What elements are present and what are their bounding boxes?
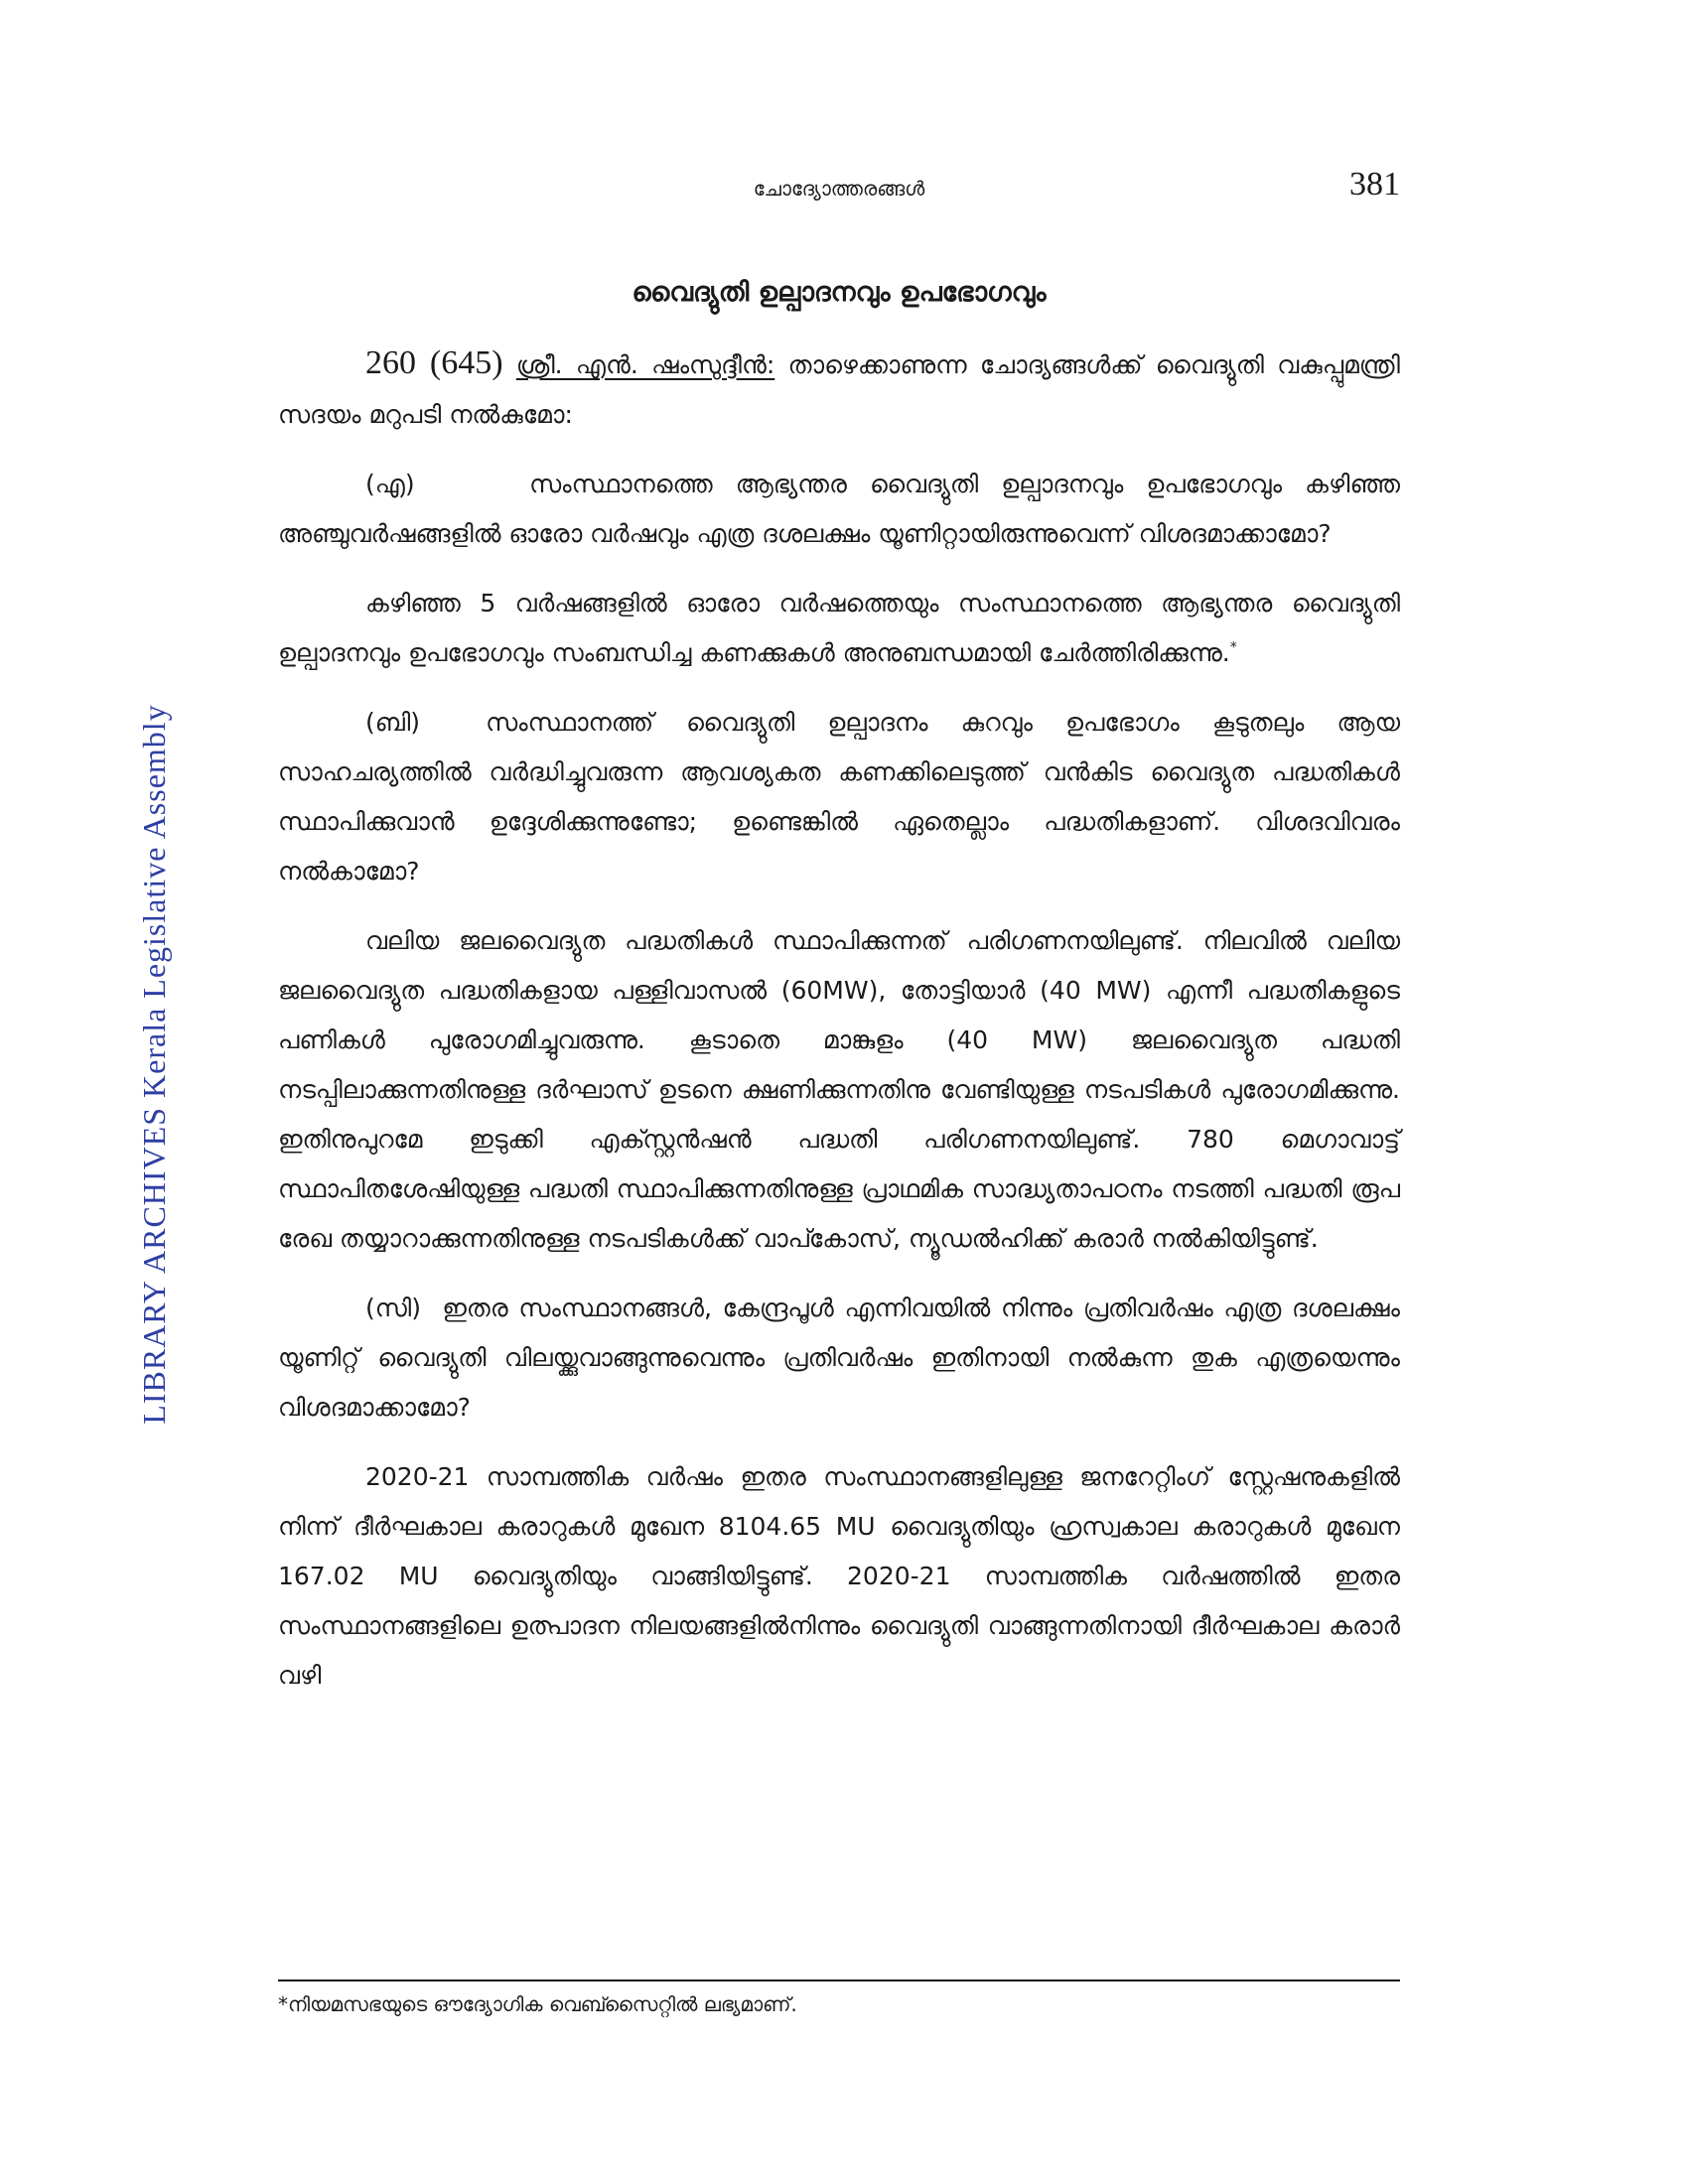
answer-b xyxy=(278,916,1400,1264)
question-c-label: (സി) xyxy=(365,1294,421,1322)
answer-a-text: കഴിഞ്ഞ 5 വർഷങ്ങളിൽ ഓരോ വർഷത്തെയും സംസ്ഥാനത്തെ ആഭ്യന്തര വൈദ്യുതി ഉല്പാദനവും ഉപഭോഗവും സംബന്ധിച്ച കണക്കുകൾ അനുബന്ധമായി ചേർത്തിരിക്കുന്നു. xyxy=(278,589,1400,667)
question-c-text: ഇതര സംസ്ഥാനങ്ങൾ, കേന്ദ്രപൂൾ എന്നിവയിൽ നിന്നും പ്രതിവർഷം എത്ര ദശലക്ഷം യൂണിറ്റ് വൈദ്യുതി വിലയ്ക്കുവാങ്ങുന്നുവെന്നും പ്രതിവർഷം ഇതിനായി നൽകുന്ന തുക എത്രയെന്നും വിശദമാക്കാമോ? xyxy=(278,1294,1400,1422)
footnote-marker: * xyxy=(1229,639,1237,656)
footnote-divider xyxy=(278,1979,1400,1981)
answer-a xyxy=(278,579,1400,678)
question-a xyxy=(278,460,1400,559)
question-c xyxy=(278,1284,1400,1433)
section-heading: വൈദ്യുതി ഉല്പാദനവും ഉപഭോഗവും xyxy=(632,277,1047,308)
question-b xyxy=(278,698,1400,896)
question-b-label: (ബി) xyxy=(365,708,421,737)
footnote: *നിയമസഭയുടെ ഔദ്യോഗിക വെബ്സൈറ്റിൽ ലഭ്യമാണ്. xyxy=(278,1992,797,2016)
answer-b-text: വലിയ ജലവൈദ്യുത പദ്ധതികൾ സ്ഥാപിക്കുന്നത് പരിഗണനയിലുണ്ട്. നിലവിൽ വലിയ ജലവൈദ്യുത പദ്ധതികളായ പള്ളിവാസൽ (60MW), തോട്ടിയാർ (40 MW) എന്നീ പദ്ധതികളുടെ പണികൾ പുരോഗമിച്ചുവരുന്നു. കൂടാതെ മാങ്കുളം (40 MW) ജലവൈദ്യുത പദ്ധതി നടപ്പിലാക്കുന്നതിനുള്ള ദർഘാസ് ഉടനെ ക്ഷണിക്കുന്നതിനു വേണ്ടിയുള്ള നടപടികൾ പുരോഗമിക്കുന്നു. ഇതിനുപുറമേ ഇടുക്കി എക്സ്റ്റൻഷൻ പദ്ധതി പരിഗണനയിലുണ്ട്. 780 മെഗാവാട്ട് സ്ഥാപിതശേഷിയുള്ള പദ്ധതി സ്ഥാപിക്കുന്നതിനുള്ള പ്രാഥമിക സാദ്ധ്യതാപഠനം നടത്തി പദ്ധതി രൂപ രേഖ തയ്യാറാക്കുന്നതിനുള്ള നടപടികൾക്ക് വാപ്കോസ്, ന്യൂഡൽഹിക്ക് കരാർ നൽകിയിട്ടുണ്ട്. xyxy=(278,926,1400,1253)
question-intro-text: താഴെക്കാണുന്ന ചോദ്യങ്ങൾക്ക് വൈദ്യുതി വകുപ്പുമന്ത്രി സദയം മറുപടി നൽകുമോ: xyxy=(278,350,1400,429)
question-b-text: സംസ്ഥാനത്ത് വൈദ്യുതി ഉല്പാദനം കുറവും ഉപഭോഗം കൂടുതലും ആയ സാഹചര്യത്തിൽ വർദ്ധിച്ചുവരുന്ന ആവശ്യകത കണക്കിലെടുത്ത് വൻകിട വൈദ്യുത പദ്ധതികൾ സ്ഥാപിക്കുവാൻ ഉദ്ദേശിക്കുന്നുണ്ടോ; ഉണ്ടെങ്കിൽ ഏതെല്ലാം പദ്ധതികളാണ്. വിശദവിവരം നൽകാമോ? xyxy=(278,708,1400,886)
running-title: ചോദ്യോത്തരങ്ങൾ xyxy=(753,177,925,201)
member-name: ശ്രീ. എൻ. ഷംസുദ്ദീൻ: xyxy=(515,350,775,379)
page-number: 381 xyxy=(1349,166,1400,203)
question-a-label: (എ) xyxy=(365,470,415,498)
page-body xyxy=(278,273,1400,1720)
running-header xyxy=(278,166,1400,206)
question-a-text: സംസ്ഥാനത്തെ ആഭ്യന്തര വൈദ്യുതി ഉല്പാദനവും ഉപഭോഗവും കഴിഞ്ഞ അഞ്ചുവർഷങ്ങളിൽ ഓരോ വർഷവും എത്ര ദശലക്ഷം യൂണിറ്റായിരുന്നുവെന്ന് വിശദമാക്കാമോ? xyxy=(278,470,1401,548)
answer-c xyxy=(278,1452,1400,1701)
archive-watermark: LIBRARY ARCHIVES Kerala Legislative Assembly xyxy=(136,704,172,1425)
question-number: 260 (645) xyxy=(365,344,503,381)
answer-c-text: 2020-21 സാമ്പത്തിക വർഷം ഇതര സംസ്ഥാനങ്ങളിലുള്ള ജനറേറ്റിംഗ് സ്റ്റേഷനുകളിൽ നിന്ന് ദീർഘകാല കരാറുകൾ മുഖേന 8104.65 MU വൈദ്യുതിയും ഹ്രസ്വകാല കരാറുകൾ മുഖേന 167.02 MU വൈദ്യുതിയും വാങ്ങിയിട്ടുണ്ട്. 2020-21 സാമ്പത്തിക വർഷത്തിൽ ഇതര സംസ്ഥാനങ്ങളിലെ ഉത്പാദന നിലയങ്ങളിൽനിന്നും വൈദ്യുതി വാങ്ങുന്നതിനായി ദീർഘകാല കരാർ വഴി xyxy=(278,1462,1400,1690)
question-intro xyxy=(278,339,1400,440)
